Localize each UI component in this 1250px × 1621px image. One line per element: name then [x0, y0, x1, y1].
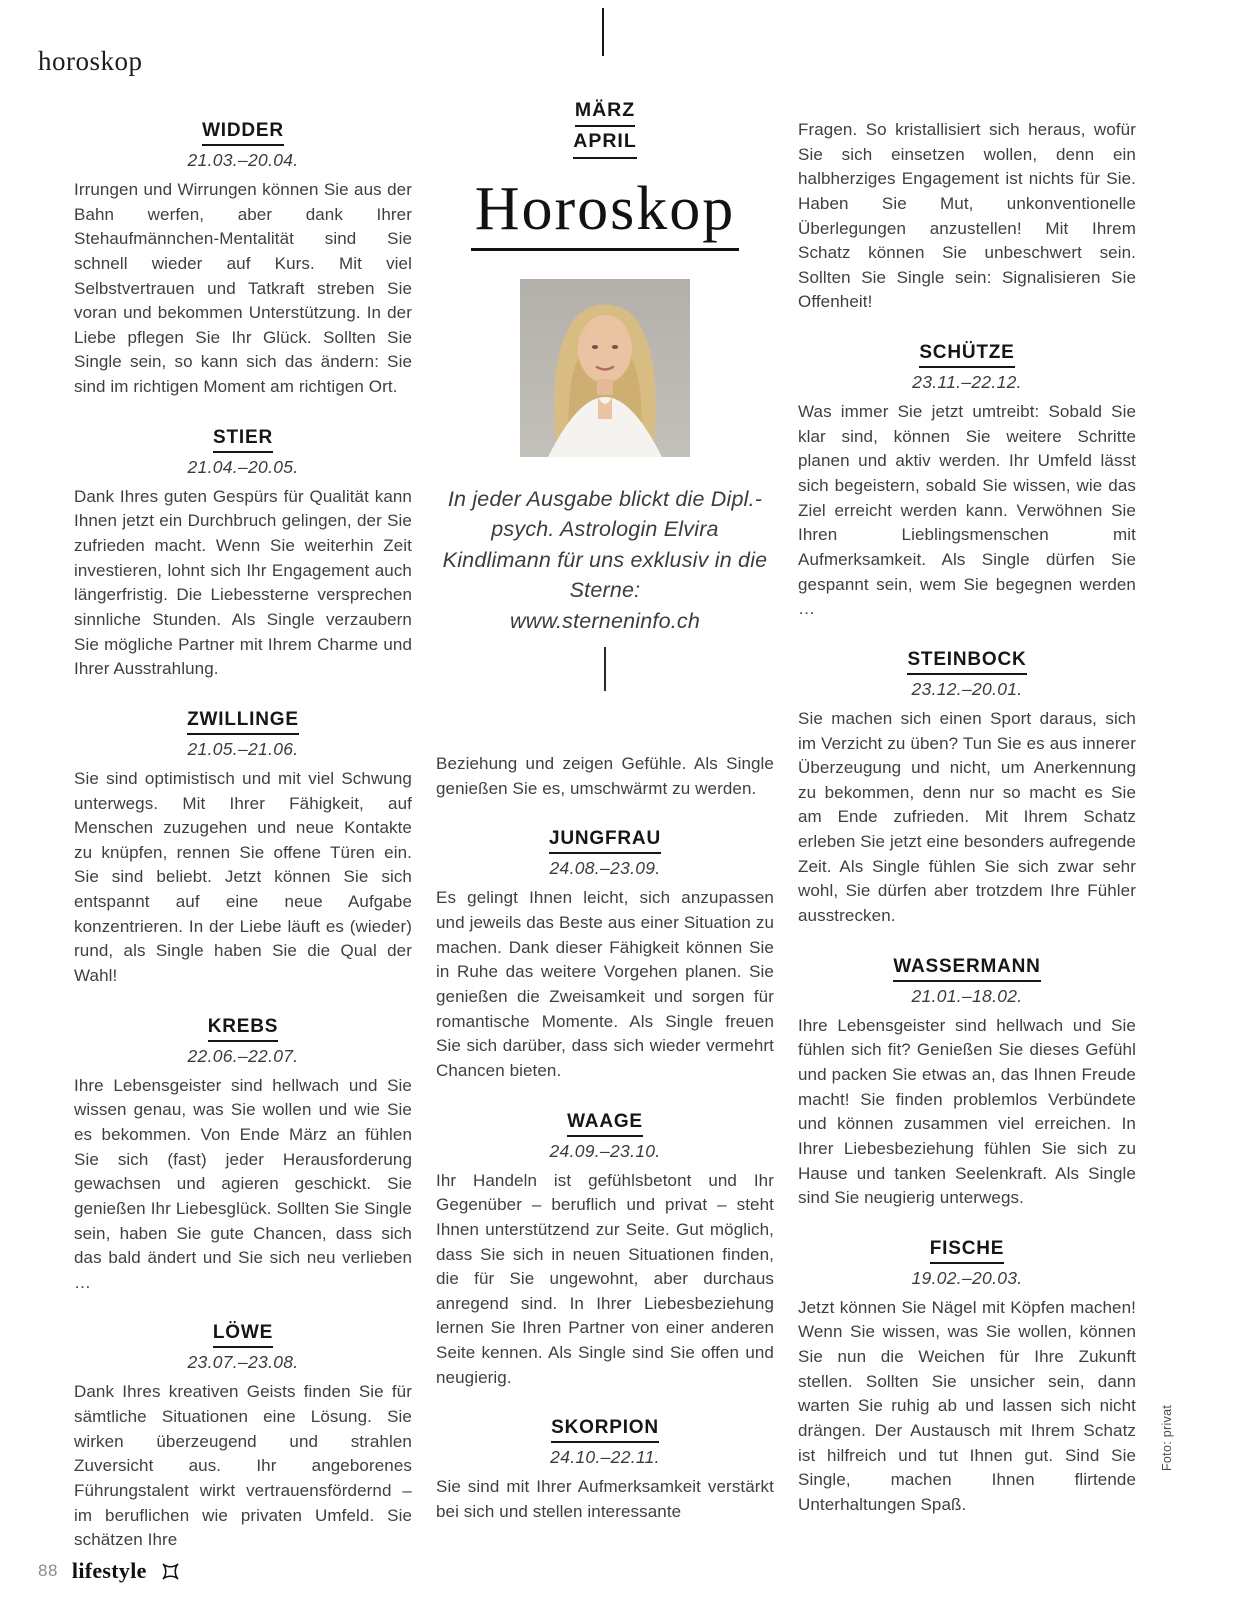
column-left: [74, 120, 412, 1580]
intro-text: [436, 484, 774, 637]
sign-dates: 19.02.–20.03.: [911, 1267, 1023, 1288]
sign-text: Sie machen sich einen Sport daraus, sich im Verzicht zu üben? Tun Sie es aus innerer Überzeugung und nicht, um Anerkennung zu bekommen, denn nur so macht es Sie am Ende zufrieden. Mit Ihrem Schatz erleben Sie jetzt eine besonders aufregende Zeit. Als Single fühlen Sie sich zwar sehr wohl, Sie dürfen aber trotzdem Ihre Fühler ausstrecken.: [798, 708, 1136, 926]
sign-title: ZWILLINGE: [187, 709, 299, 735]
sign-section-widder: [74, 120, 412, 400]
loewe-continuation-text: Beziehung und zeigen Gefühle. Als Single genießen Sie es, umschwärmt zu werden.: [436, 754, 774, 798]
sign-text: Was immer Sie jetzt umtreibt: Sobald Sie klar sind, können Sie weitere Schritte planen und aktiv werden. Ihr Umfeld lässt sich begeistern, sobald Sie wissen, wie das Ziel erreicht werden kann. Verwöhnen Sie Ihren Lieblingsmenschen mit Aufmerksamkeit. Als Single dürfen Sie gespannt sein, wem Sie begegnen werden …: [798, 402, 1136, 619]
intro-sentence: In jeder Ausgabe blickt die Dipl.-psych. Astrologin Elvira Kindlimann für uns exklusiv in die Sterne:: [442, 486, 768, 603]
top-divider-line: [602, 8, 604, 56]
issue-months: [436, 96, 774, 159]
sign-section-jungfrau: [436, 828, 774, 1083]
page-number: 88: [38, 1561, 58, 1580]
sign-dates: 24.09.–23.10.: [549, 1140, 661, 1161]
magazine-logo-text: lifestyle: [71, 1558, 147, 1583]
sign-section-zwillinge: [74, 709, 412, 989]
sign-dates: 21.04.–20.05.: [187, 456, 299, 477]
sign-section-krebs: [74, 1016, 412, 1296]
month-label-maerz: MÄRZ: [575, 96, 635, 127]
sign-section-skorpion: [436, 1417, 774, 1524]
astrologer-photo: [520, 279, 690, 457]
skorpion-continuation-text: Fragen. So kristallisiert sich heraus, wofür Sie sich einsetzen wollen, denn ein halbherziges Engagement ist nichts für Sie. Haben Sie Mut, unkonventionelle Überlegungen anzustellen! Mit Ihrem Schatz können Sie unbeschwert sein. Sollten Sie Single sein: Signalisieren Sie Offenheit!: [798, 120, 1136, 312]
sign-text: Dank Ihres kreativen Geists finden Sie für sämtliche Situationen eine Lösung. Sie wirken überzeugend und strahlen Zuversicht aus. Ihr angeborenes Führungstalent wirkt vertrauensfördernd – im beruflichen wie privaten Umfeld. Sie schätzen Ihre: [74, 1382, 412, 1550]
sign-title: SKORPION: [551, 1417, 659, 1443]
sign-text: Ihr Handeln ist gefühlsbetont und Ihr Gegenüber – beruflich und privat – steht Ihnen unterstützend zur Seite. Gut möglich, dass Sie sich in neuen Situationen finden, die für Sie ungewohnt, aber durchaus anregend sind. In Ihrer Liebesbeziehung lernen Sie Ihren Partner von einer anderen Seite kennen. Als Single sind Sie offen und neugierig.: [436, 1170, 774, 1387]
sign-title: KREBS: [208, 1016, 279, 1042]
sign-title: SCHÜTZE: [919, 342, 1014, 368]
sign-text: Ihre Lebensgeister sind hellwach und Sie wissen genau, was Sie wollen und wie Sie es bekommen. Von Ende März an fühlen Sie sich (fast) jeder Herausforderung gewachsen und agieren geschickt. Sie genießen Ihr Liebesglück. Sollten Sie Single sein, haben Sie gute Chancen, dass sich das bald ändert und Sie sich neu verlieben …: [74, 1075, 412, 1292]
sign-title: WASSERMANN: [893, 956, 1040, 982]
sign-dates: 23.12.–20.01.: [911, 678, 1023, 699]
sign-text: Ihre Lebensgeister sind hellwach und Sie fühlen sich fit? Genießen Sie dieses Gefühl und packen Sie etwas an, das Ihnen Freude macht! Sie finden problemlos Verbündete und können zusammen viel erreichen. In Ihrer Liebesbeziehung fühlen Sie sich zu Hause und tanken Seelenkraft. Als Single sind Sie neugierig unterwegs.: [798, 1015, 1136, 1208]
sign-title: LÖWE: [213, 1322, 273, 1348]
sign-dates: 22.06.–22.07.: [187, 1045, 299, 1066]
sign-dates: 21.05.–21.06.: [187, 738, 299, 759]
intro-website-url: www.sterneninfo.ch: [509, 608, 701, 633]
sign-text: Sie sind optimistisch und mit viel Schwung unterwegs. Mit Ihrer Fähigkeit, auf Menschen zuzugehen und neue Kontakte zu knüpfen, rennen Sie offene Türen ein. Sie sind beliebt. Jetzt können Sie sich entspannt auf eine neue Aufgabe konzentrieren. In der Liebe läuft es (wieder) rund, als Single haben Sie die Qual der Wahl!: [74, 768, 412, 986]
sign-title: JUNGFRAU: [549, 828, 661, 854]
sign-section-wassermann: [798, 956, 1136, 1211]
sign-text: Irrungen und Wirrungen können Sie aus der Bahn werfen, aber dank Ihrer Stehaufmännchen-Mentalität sind Sie schnell wieder auf Kurs. Mit viel Selbstvertrauen und Tatkraft streben Sie voran und bekommen Unterstützung. In der Liebe pflegen Sie Ihr Glück. Sollten Sie Single sein, so kann sich das ändern: Sie sind im richtigen Moment am richtigen Ort.: [74, 180, 412, 397]
horoskop-title: Horoskop: [471, 177, 740, 251]
page-footer: [38, 1558, 180, 1584]
photo-credit: Foto: privat: [1160, 1404, 1174, 1471]
page-title: horoskop: [38, 46, 143, 76]
lifestyle-logo-icon: [161, 1562, 180, 1581]
sign-title: STEINBOCK: [907, 649, 1026, 675]
column-right: [798, 118, 1136, 1545]
sign-dates: 23.11.–22.12.: [912, 372, 1022, 393]
sign-title: STIER: [213, 427, 273, 453]
sign-text: Dank Ihres guten Gespürs für Qualität kann Ihnen jetzt ein Durchbruch gelingen, der Sie zufrieden macht. Wenn Sie weiterhin Zeit investieren, lohnt sich Ihr Engagement auch längerfristig. Die Liebessterne versprechen sinnliche Stunden. Als Single verzaubern Sie mögliche Partner mit Ihrem Charme und Ihrer Ausstrahlung.: [74, 486, 412, 679]
sign-text: Es gelingt Ihnen leicht, sich anzupassen und jeweils das Beste aus einer Situation zu machen. Dank dieser Fähigkeit können Sie in Ruhe das weitere Vorgehen planen. Sie genießen die Zweisamkeit und sorgen für romantische Momente. Als Single freuen Sie sich darüber, dass sich wieder vermehrt Chancen bieten.: [436, 888, 774, 1080]
sign-section-schuetze: [798, 342, 1136, 622]
spacer: [436, 636, 774, 752]
sign-dates: 23.07.–23.08.: [187, 1352, 299, 1373]
sign-dates: 21.01.–18.02.: [911, 985, 1023, 1006]
sign-section-stier: [74, 427, 412, 682]
sign-dates: 24.10.–22.11.: [550, 1447, 660, 1468]
sign-title: WIDDER: [202, 120, 284, 146]
sign-section-fische: [798, 1238, 1136, 1518]
sign-dates: 24.08.–23.09.: [549, 858, 661, 879]
sign-text: Jetzt können Sie Nägel mit Köpfen machen! Wenn Sie wissen, was Sie wollen, können Sie nun die Weichen für Ihre Zukunft stellen. Sollten Sie unsicher sein, dann warten Sie ruhig ab und lassen sich nicht drängen. Der Austausch mit Ihrem Schatz ist hilfreich und tut Ihnen gut. Sind Sie Single, machen Ihnen flirtende Unterhaltungen Spaß.: [798, 1297, 1136, 1514]
sign-section-waage: [436, 1111, 774, 1391]
sign-section-steinbock: [798, 649, 1136, 929]
column-middle: [436, 96, 774, 1552]
sign-section-loewe: [74, 1322, 412, 1552]
sign-title: WAAGE: [567, 1111, 643, 1137]
sign-title: FISCHE: [930, 1238, 1004, 1264]
sign-text: Sie sind mit Ihrer Aufmerksamkeit verstärkt bei sich und stellen interessante: [436, 1477, 774, 1522]
month-label-april: APRIL: [573, 127, 637, 158]
sign-dates: 21.03.–20.04.: [187, 150, 299, 170]
